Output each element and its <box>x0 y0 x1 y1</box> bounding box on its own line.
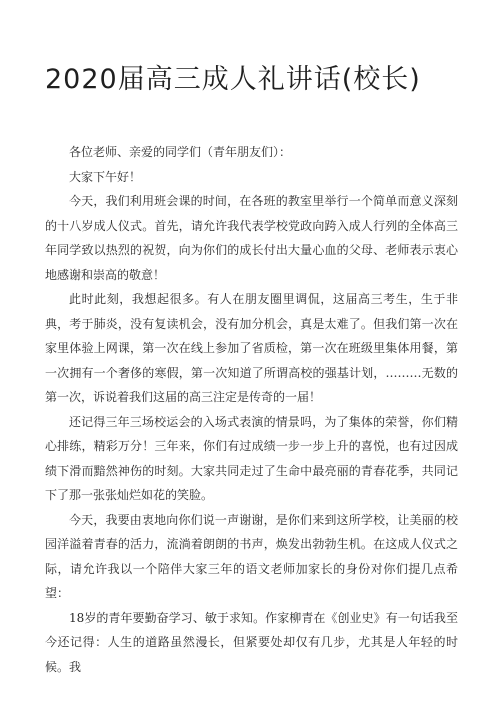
paragraph: 今天，我们利用班会课的时间，在各班的教室里举行一个简单而意义深刻的十八岁成人仪式。首先，请允许我代表学校党政向跨入成人行列的全体高三年同学致以热烈的祝贺，向为你们的成长付出大量心血的父母、老师表示衷心地感谢和崇高的敬意！ <box>45 194 458 282</box>
paragraph: 今天，我要由衷地向你们说一声谢谢，是你们来到这所学校，让美丽的校园洋溢着青春的活力，流淌着朗朗的书声，焕发出勃勃生机。在这成人仪式之际，请允许我以一个陪伴大家三年的语文老师加家长的身份对你们提几点希望： <box>45 512 458 600</box>
paragraph-greeting: 大家下午好！ <box>69 169 142 184</box>
paragraph: 此时此刻，我想起很多。有人在朋友圈里调侃，这届高三考生，生于非典，考于肺炎，没有复读机会，没有加分机会，真是太难了。但我们第一次在家里体验上网课，第一次在线上参加了省质检，第一次在班级里集体用餐，第一次拥有一个奢侈的寒假，第一次知道了所谓高校的强基计划，………无数的第一次，诉说着我们这届的高三注定是传奇的一届！ <box>45 292 458 404</box>
document-body <box>45 140 458 679</box>
paragraph-salutation: 各位老师、亲爱的同学们（青年朋友们）： <box>69 145 292 159</box>
paragraph: 还记得三年三场校运会的入场式表演的情景吗，为了集体的荣誉，你们精心排练，精彩万分！三年来，你们有过成绩一步一步上升的喜悦，也有过因成绩下滑而黯然神伤的时刻。大家共同走过了生命中最亮丽的青春花季，共同记下了那一张张灿烂如花的笑脸。 <box>45 414 458 502</box>
document-title: 2020届高三成人礼讲话(校长) <box>45 64 421 95</box>
paragraph: 18岁的青年要勤奋学习、敏于求知。作家柳青在《创业史》有一句话我至今还记得：人生的道路虽然漫长，但紧要处却仅有几步，尤其是人年轻的时候。我 <box>45 610 458 674</box>
